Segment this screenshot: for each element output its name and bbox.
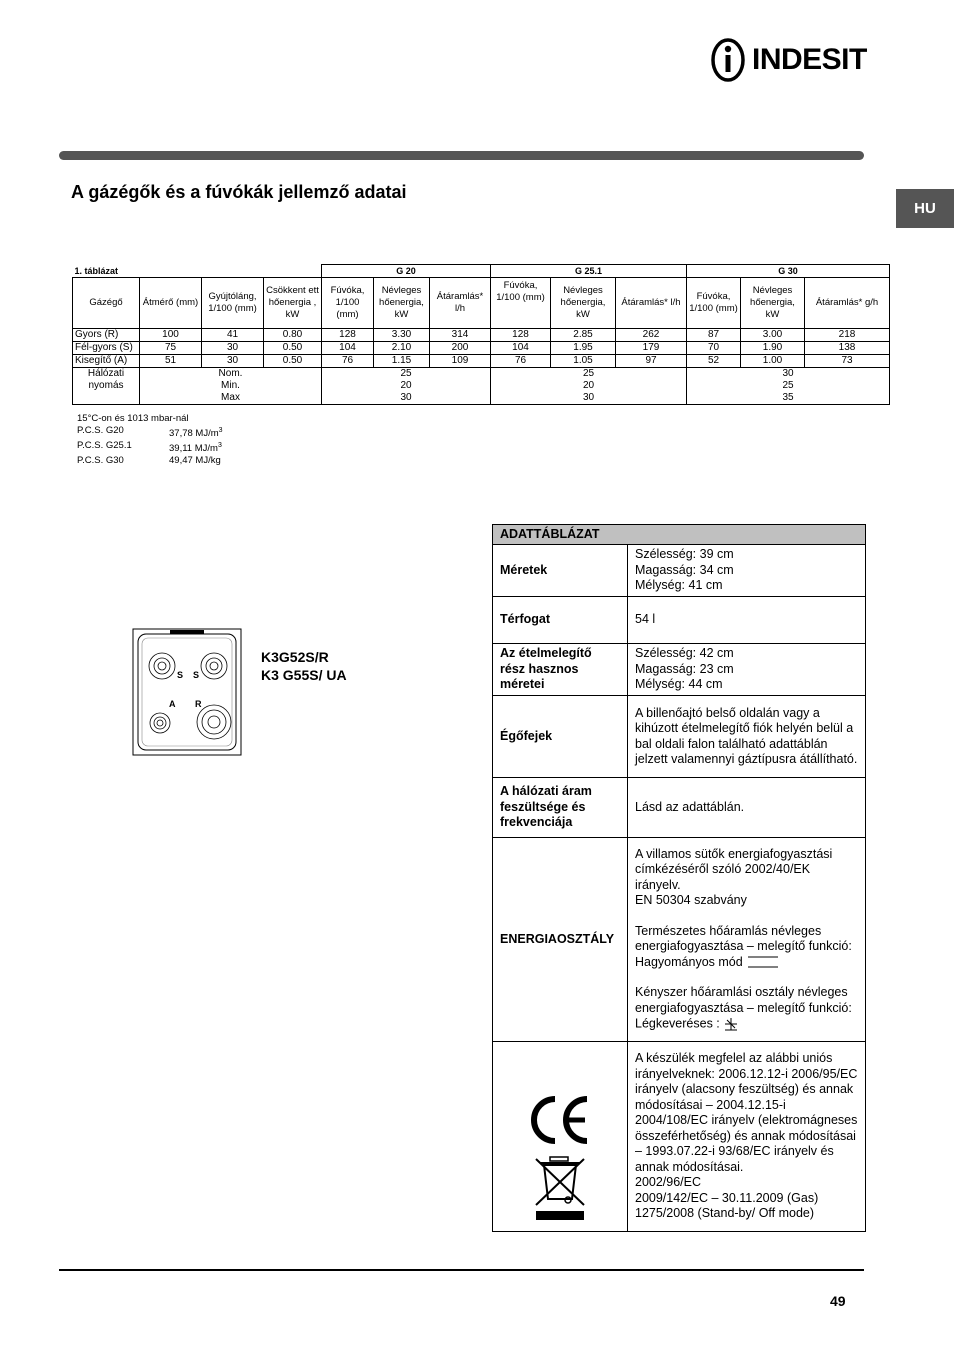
cell: 0.80 <box>264 329 322 342</box>
pressure-g25: 25 20 30 <box>491 368 687 405</box>
notes-header: 15°C-on és 1013 mbar-nál <box>77 413 189 424</box>
col-flow-g30: Átáramlás* g/h <box>805 278 890 329</box>
spec-value: A billenőajtó belső oldalán vagy a kihúzott ételmelegítő fiók helyén belül a bal oldali falon található adattáblán jelzett valamennyi gáztípusra átállítható. <box>628 696 866 778</box>
cell: 87 <box>687 329 741 342</box>
energy-conventional: Természetes hőáramlás névleges energiafogyasztása – melegítő funkció: Hagyományos mód <box>635 923 852 969</box>
col-reduced: Csökkent ett hőenergia , kW <box>264 278 322 329</box>
brand-name: INDESIT <box>752 43 867 76</box>
table-row <box>73 329 890 342</box>
ce-line: 1275/2008 (Stand-by/ Off mode) <box>635 1206 815 1221</box>
dim-depth: Mélység: 41 cm <box>635 578 723 593</box>
warm-depth: Mélység: 44 cm <box>635 677 723 692</box>
cell: 314 <box>430 329 491 342</box>
cell: 1.95 <box>551 342 616 355</box>
cell: 104 <box>491 342 551 355</box>
col-nominal-g20: Névleges hőenergia, kW <box>374 278 430 329</box>
spec-row-ce <box>493 1042 866 1232</box>
note-sup: 3 <box>218 427 223 434</box>
energy-forced: Kényszer hőáramlási osztály névleges energiafogyasztása – melegítő funkció: Légkeveréses : <box>635 985 852 1031</box>
model-name: K3 G55S/ UA <box>261 667 347 683</box>
indesit-i-icon <box>710 38 746 82</box>
cell: 109 <box>430 355 491 368</box>
note-label: P.C.S. G30 <box>77 455 124 467</box>
note-label: P.C.S. G25.1 <box>77 440 132 452</box>
hob-diagram <box>132 628 242 756</box>
col-nozzle-g25: Fúvóka, 1/100 (mm) <box>491 278 551 329</box>
cell: 262 <box>616 329 687 342</box>
spec-row-dimensions <box>493 545 866 597</box>
cell: 200 <box>430 342 491 355</box>
group-g30: G 30 <box>687 265 890 278</box>
ce-mark-icon <box>525 1093 595 1147</box>
spec-value <box>628 644 866 696</box>
ce-line: 2009/142/EC – 30.11.2009 (Gas) <box>635 1190 819 1205</box>
spec-key: Méretek <box>493 545 628 597</box>
weee-bin-icon <box>530 1153 590 1223</box>
energy-text <box>635 924 858 971</box>
indesit-logo <box>710 38 867 82</box>
fan-mode-icon <box>723 1016 739 1032</box>
cell: 1.15 <box>374 355 430 368</box>
group-g20: G 20 <box>322 265 491 278</box>
cell: Fél-gyors (S) <box>73 342 140 355</box>
compliance-icons <box>493 1042 628 1232</box>
note-label: P.C.S. G20 <box>77 425 124 436</box>
energy-text: A villamos sütők energiafogyasztási címkézéséről szóló 2002/40/EK irányelv. <box>635 846 833 892</box>
cell: 3.00 <box>741 329 805 342</box>
energy-text: EN 50304 szabvány <box>635 893 747 908</box>
header-rule <box>59 151 864 160</box>
col-flow-g25: Átáramlás* l/h <box>616 278 687 329</box>
model-names <box>261 648 347 684</box>
col-burner: Gázégő <box>73 278 140 329</box>
cell: 75 <box>140 342 202 355</box>
footer-rule <box>59 1269 864 1271</box>
burner-label-s2: S <box>193 670 200 680</box>
burner-label-a: A <box>169 699 176 709</box>
cell: 41 <box>202 329 264 342</box>
energy-text <box>635 985 858 1032</box>
cell: 138 <box>805 342 890 355</box>
pressure-row <box>73 368 890 405</box>
cell: 73 <box>805 355 890 368</box>
cell: 2.85 <box>551 329 616 342</box>
pcs-notes <box>77 413 223 467</box>
cell: 70 <box>687 342 741 355</box>
note-sup: 3 <box>217 442 222 450</box>
cell: 1.90 <box>741 342 805 355</box>
note-value: 49,47 MJ/kg <box>169 455 221 467</box>
table-caption: 1. táblázat <box>73 265 322 278</box>
cell: 1.05 <box>551 355 616 368</box>
col-nominal-g25: Névleges hőenergia, kW <box>551 278 616 329</box>
cell: 76 <box>491 355 551 368</box>
spec-key: Az ételmelegítő rész hasznos méretei <box>493 644 628 696</box>
cell: 30 <box>202 355 264 368</box>
ce-directives: A készülék megfelel az alábbi uniós irányelveknek: 2006.12.12-i 2006/95/EC irányelv (alacsony feszültség) és annak módosításai – 2004.12.15-i 2004/108/EC irányelv (elektromágneses összeférhetőség) és annak módosításai – 1993.07.22-i 93/68/EC irányelv és annak módosításai. <box>635 1051 858 1174</box>
cell: 30 <box>202 342 264 355</box>
spec-value <box>628 838 866 1042</box>
burner-label-r: R <box>195 699 202 709</box>
cell: 179 <box>616 342 687 355</box>
spec-row-voltage <box>493 778 866 838</box>
spec-value: Lásd az adattáblán. <box>628 778 866 838</box>
gas-burner-table <box>72 264 890 405</box>
spec-value <box>628 1042 866 1232</box>
cell: 104 <box>322 342 374 355</box>
conventional-mode-icon <box>746 955 780 969</box>
spec-row-warmer <box>493 644 866 696</box>
col-pilot: Gyújtóláng, 1/100 (mm) <box>202 278 264 329</box>
note-row <box>77 425 223 440</box>
ce-line: 2002/96/EC <box>635 1175 702 1190</box>
pressure-levels: Nom. Min. Max <box>140 368 322 405</box>
language-tab: HU <box>896 189 954 228</box>
warm-width: Szélesség: 42 cm <box>635 646 734 661</box>
cell: 0.50 <box>264 355 322 368</box>
spec-heading: ADATTÁBLÁZAT <box>493 525 866 545</box>
spec-row-energy <box>493 838 866 1042</box>
spec-key: ENERGIAOSZTÁLY <box>493 838 628 1042</box>
spec-value <box>628 545 866 597</box>
col-nozzle-g30: Fúvóka, 1/100 (mm) <box>687 278 741 329</box>
cell: 0.50 <box>264 342 322 355</box>
col-nozzle-g20: Fúvóka, 1/100 (mm) <box>322 278 374 329</box>
pressure-g30: 30 25 35 <box>687 368 890 405</box>
cell: 128 <box>322 329 374 342</box>
cell: 218 <box>805 329 890 342</box>
cell: 128 <box>491 329 551 342</box>
spec-value: 54 l <box>628 597 866 644</box>
note-value: 37,78 MJ/m <box>169 428 219 440</box>
note-row <box>77 440 223 455</box>
burner-label-s1: S <box>177 670 184 680</box>
spec-key: Térfogat <box>493 597 628 644</box>
dim-height: Magasság: 34 cm <box>635 562 734 577</box>
table-row <box>73 342 890 355</box>
model-name: K3G52S/R <box>261 649 329 665</box>
dim-width: Szélesség: 39 cm <box>635 547 734 562</box>
spec-table <box>492 524 866 1232</box>
page-title: A gázégők és a fúvókák jellemző adatai <box>71 182 407 202</box>
note-row <box>77 455 223 467</box>
col-diameter: Átmérő (mm) <box>140 278 202 329</box>
cell: 100 <box>140 329 202 342</box>
cell: 2.10 <box>374 342 430 355</box>
col-nominal-g30: Névleges hőenergia, kW <box>741 278 805 329</box>
cell: 3.30 <box>374 329 430 342</box>
note-value: 39,11 MJ/m <box>169 443 218 455</box>
spec-key: Égőfejek <box>493 696 628 778</box>
page-number: 49 <box>830 1293 846 1309</box>
cell: 97 <box>616 355 687 368</box>
cell: Gyors (R) <box>73 329 140 342</box>
group-g25: G 25.1 <box>491 265 687 278</box>
cell: 51 <box>140 355 202 368</box>
spec-key: A hálózati áram feszültsége és frekvenciája <box>493 778 628 838</box>
pressure-g20: 25 20 30 <box>322 368 491 405</box>
spec-row-burners <box>493 696 866 778</box>
cell: 52 <box>687 355 741 368</box>
cell: 76 <box>322 355 374 368</box>
table-row <box>73 355 890 368</box>
col-flow-g20: Átáramlás* l/h <box>430 278 491 329</box>
cell: 1.00 <box>741 355 805 368</box>
warm-height: Magasság: 23 cm <box>635 661 734 676</box>
cell: Kisegítő (A) <box>73 355 140 368</box>
spec-row-volume <box>493 597 866 644</box>
pressure-label: Hálózati nyomás <box>73 368 140 405</box>
